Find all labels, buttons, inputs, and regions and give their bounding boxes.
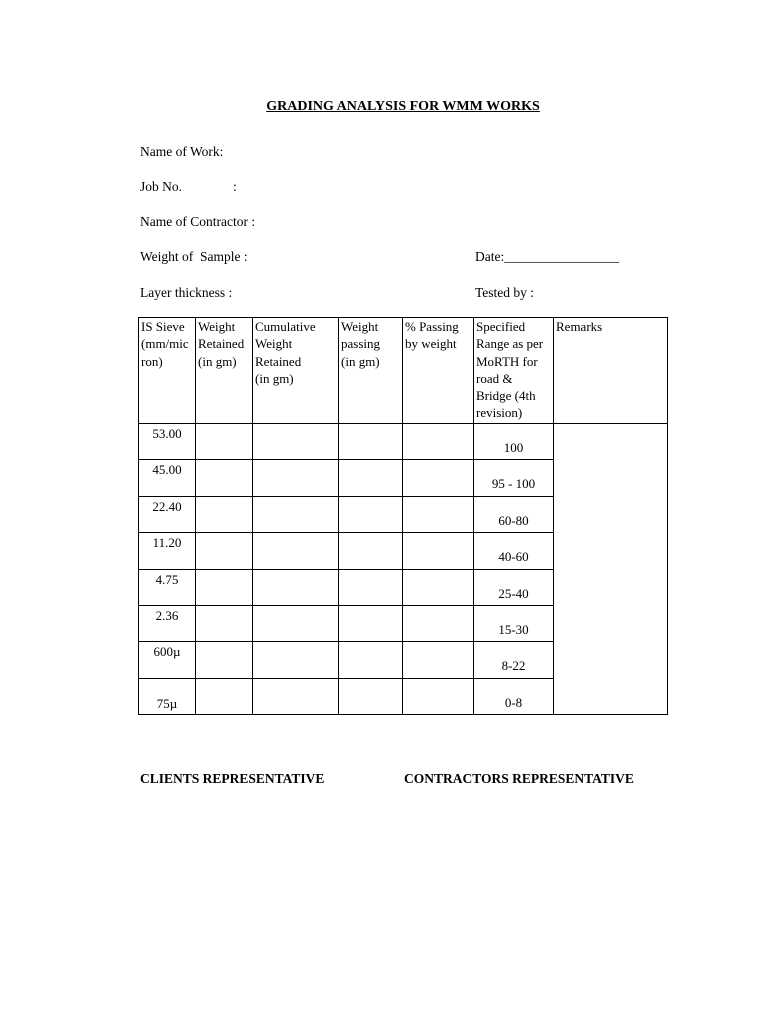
sieve-size-cell: 2.36 [139, 605, 196, 641]
cumulative-weight-cell[interactable] [253, 460, 339, 496]
client-representative-label: CLIENTS REPRESENTATIVE [140, 771, 325, 786]
sieve-size-cell: 11.20 [139, 533, 196, 569]
header-line: by weight [405, 336, 457, 352]
weight-passing-cell[interactable] [339, 533, 403, 569]
header-line: Bridge (4th [476, 388, 536, 404]
header-line: (in gm) [255, 370, 294, 386]
sieve-size-cell: 22.40 [139, 496, 196, 532]
cumulative-weight-cell[interactable] [253, 605, 339, 641]
header-line: passing [341, 336, 380, 352]
header-line: Specified [476, 319, 526, 334]
weight-retained-cell[interactable] [196, 533, 253, 569]
percent-passing-cell[interactable] [403, 569, 474, 605]
percent-passing-cell[interactable] [403, 642, 474, 678]
header-line: Weight [198, 319, 236, 334]
weight-passing-cell[interactable] [339, 642, 403, 678]
percent-passing-cell[interactable] [403, 678, 474, 714]
header-line: Remarks [556, 319, 603, 334]
specified-range-cell: 100 [474, 424, 554, 460]
specified-range-cell: 15-30 [474, 605, 554, 641]
cumulative-weight-cell[interactable] [253, 569, 339, 605]
table-header-row [139, 318, 668, 424]
specified-range-cell: 25-40 [474, 569, 554, 605]
weight-retained-cell[interactable] [196, 642, 253, 678]
cumulative-weight-cell[interactable] [253, 496, 339, 532]
weight-retained-cell[interactable] [196, 605, 253, 641]
specified-range-cell: 0-8 [474, 678, 554, 714]
job-no-label: Job No. [140, 179, 183, 194]
weight-retained-cell[interactable] [196, 496, 253, 532]
header-is-sieve [139, 318, 196, 424]
percent-passing-cell[interactable] [403, 424, 474, 460]
layer-thickness-label: Layer thickness : [140, 285, 233, 300]
header-line: ron) [141, 353, 163, 369]
document-title: GRADING ANALYSIS FOR WMM WORKS [266, 99, 540, 114]
grading-table [138, 317, 668, 715]
weight-retained-cell[interactable] [196, 678, 253, 714]
cumulative-weight-cell[interactable] [253, 533, 339, 569]
date-label: Date:_________________ [475, 249, 619, 264]
percent-passing-cell[interactable] [403, 533, 474, 569]
job-no-colon: : [233, 179, 237, 194]
header-line: Retained [255, 353, 302, 369]
header-line: (in gm) [341, 353, 380, 369]
header-line: Weight [255, 336, 293, 352]
weight-passing-cell[interactable] [339, 460, 403, 496]
weight-retained-cell[interactable] [196, 424, 253, 460]
table-row [139, 424, 668, 460]
sieve-size-cell: 4.75 [139, 569, 196, 605]
weight-retained-cell[interactable] [196, 569, 253, 605]
weight-passing-cell[interactable] [339, 678, 403, 714]
tested-by-label: Tested by : [475, 285, 535, 300]
header-line: (in gm) [198, 353, 237, 369]
header-line: road & [476, 370, 513, 386]
name-of-work-label: Name of Work: [140, 144, 224, 159]
remarks-cell[interactable] [554, 424, 668, 715]
specified-range-cell: 60-80 [474, 496, 554, 532]
specified-range-cell: 95 - 100 [474, 460, 554, 496]
header-line: (mm/mic [141, 336, 189, 352]
header-weight-retained [196, 318, 253, 424]
header-line: Retained [198, 336, 245, 352]
header-percent-passing [403, 318, 474, 424]
weight-of-sample-label: Weight of Sample : [140, 249, 248, 264]
percent-passing-cell[interactable] [403, 496, 474, 532]
weight-retained-cell[interactable] [196, 460, 253, 496]
name-of-contractor-label: Name of Contractor : [140, 214, 256, 229]
header-line: revision) [476, 405, 523, 421]
sieve-size-cell: 45.00 [139, 460, 196, 496]
header-cumulative-weight-retained [253, 318, 339, 424]
header-specified-range [474, 318, 554, 424]
header-line: % Passing [405, 319, 459, 334]
sieve-size-cell: 53.00 [139, 424, 196, 460]
cumulative-weight-cell[interactable] [253, 642, 339, 678]
sieve-size-cell: 600µ [139, 642, 196, 678]
contractor-representative-label: CONTRACTORS REPRESENTATIVE [404, 771, 634, 786]
percent-passing-cell[interactable] [403, 460, 474, 496]
header-line: MoRTH for [476, 353, 538, 369]
header-line: Weight [341, 319, 379, 334]
header-weight-passing [339, 318, 403, 424]
weight-passing-cell[interactable] [339, 496, 403, 532]
header-line: Cumulative [255, 319, 316, 334]
weight-passing-cell[interactable] [339, 424, 403, 460]
header-line: IS Sieve [141, 319, 185, 334]
weight-passing-cell[interactable] [339, 569, 403, 605]
percent-passing-cell[interactable] [403, 605, 474, 641]
specified-range-cell: 40-60 [474, 533, 554, 569]
specified-range-cell: 8-22 [474, 642, 554, 678]
header-remarks [554, 318, 668, 424]
header-line: Range as per [476, 336, 544, 352]
sieve-size-cell: 75µ [139, 678, 196, 714]
cumulative-weight-cell[interactable] [253, 424, 339, 460]
weight-passing-cell[interactable] [339, 605, 403, 641]
cumulative-weight-cell[interactable] [253, 678, 339, 714]
